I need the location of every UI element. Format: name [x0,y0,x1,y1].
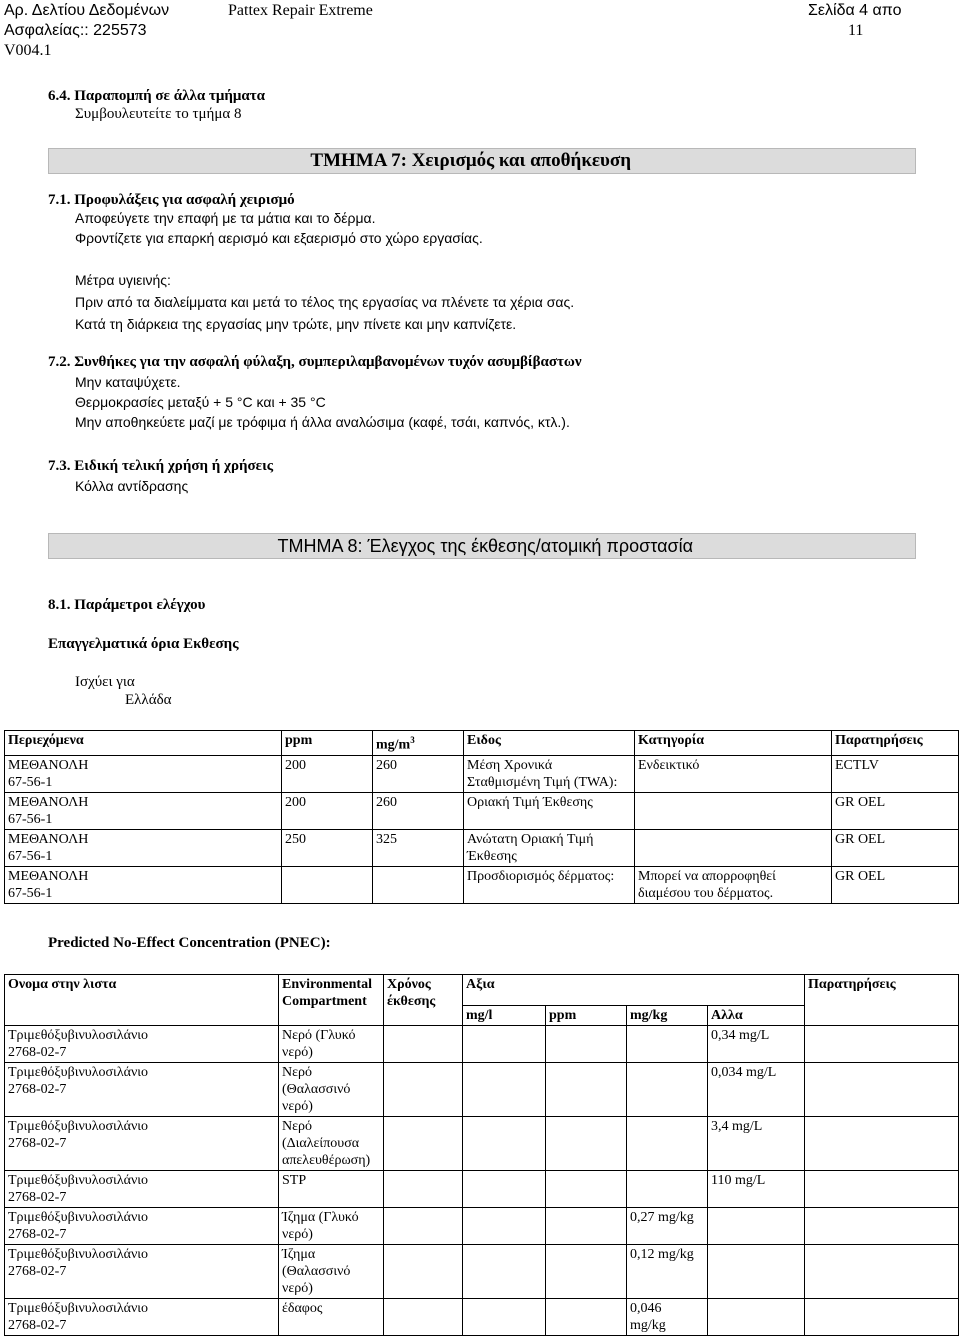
remarks-cell [805,1245,959,1299]
ppm-cell [546,1245,627,1299]
ppm-cell [546,1208,627,1245]
mg-cell: 325 [373,829,464,866]
substance-cell: ΜΕΘΑΝΟΛΗ 67-56-1 [5,866,282,903]
country-label: Ελλάδα [125,692,172,708]
name-cell: Τριμεθόξυβινυλοσιλάνιο 2768-02-7 [5,1245,279,1299]
name-cell: Τριμεθόξυβινυλοσιλάνιο 2768-02-7 [5,1299,279,1336]
s72-line3: Μην αποθηκεύετε μαζί με τρόφιμα ή άλλα αναλώσιμα (καφέ, τσάι, καπνός, κτλ.). [75,414,570,430]
name-cell: Τριμεθόξυβινυλοσιλάνιο 2768-02-7 [5,1208,279,1245]
remarks-cell: GR OEL [832,866,959,903]
mgkg-cell [627,1063,708,1117]
ppm-cell: 250 [282,829,373,866]
mg-cell [373,866,464,903]
mgkg-cell [627,1026,708,1063]
col-header-mgl: mg/l [463,1006,546,1026]
substance-cell: ΜΕΘΑΝΟΛΗ 67-56-1 [5,829,282,866]
other-cell: 110 mg/L [708,1171,805,1208]
substance-cell: ΜΕΘΑΝΟΛΗ 67-56-1 [5,755,282,792]
mgkg-cell: 0,046 mg/kg [627,1299,708,1336]
mgl-cell [463,1117,546,1171]
col-header-mgkg: mg/kg [627,1006,708,1026]
col-header-category: Κατηγορία [635,731,832,756]
hygiene-line1: Πριν από τα διαλείμματα και μετά το τέλος της εργασίας να πλένετε τα χέρια σας. [75,294,575,310]
table-row [5,829,959,866]
time-cell [384,1026,463,1063]
name-cell: Τριμεθόξυβινυλοσιλάνιο 2768-02-7 [5,1117,279,1171]
mgkg-cell: 0,27 mg/kg [627,1208,708,1245]
mgkg-cell [627,1171,708,1208]
remarks-cell [805,1117,959,1171]
s71-line2: Φροντίζετε για επαρκή αερισμό και εξαερισμό στο χώρο εργασίας. [75,230,483,246]
col-header-substance: Περιεχόμενα [5,731,282,756]
category-cell [635,792,832,829]
compartment-cell: STP [279,1171,384,1208]
time-cell [384,1063,463,1117]
s64-text: Συμβουλευτείτε το τμήμα 8 [75,106,242,122]
time-cell [384,1245,463,1299]
time-cell [384,1208,463,1245]
pnec-table [4,974,959,1336]
table-row [5,1208,959,1245]
valid-for-label: Ισχύει για [75,674,135,690]
category-cell: Μπορεί να απορροφηθεί διαμέσου του δέρματος. [635,866,832,903]
col-header-value: Αξια [463,975,805,1006]
mg-cell: 260 [373,792,464,829]
compartment-cell: έδαφος [279,1299,384,1336]
s81-heading: 8.1. Παράμετροι ελέγχου [48,597,206,613]
mgl-cell [463,1063,546,1117]
table-row [5,1063,959,1117]
remarks-cell [805,1299,959,1336]
table-row [5,755,959,792]
name-cell: Τριμεθόξυβινυλοσιλάνιο 2768-02-7 [5,1171,279,1208]
ppm-cell [546,1117,627,1171]
s71-line1: Αποφεύγετε την επαφή με τα μάτια και το δέρμα. [75,210,376,226]
mgl-cell [463,1171,546,1208]
time-cell [384,1117,463,1171]
table-row [5,1299,959,1336]
table-row [5,866,959,903]
ppm-cell [282,866,373,903]
s73-line1: Κόλλα αντίδρασης [75,478,189,494]
col-header-ppm: ppm [546,1006,627,1026]
ppm-cell [546,1026,627,1063]
s73-heading: 7.3. Ειδική τελική χρήση ή χρήσεις [48,458,274,474]
version: V004.1 [4,42,52,59]
page-label: Σελίδα 4 απο [808,2,902,19]
page-total: 11 [848,22,864,39]
table-row [5,1171,959,1208]
ppm-cell: 200 [282,792,373,829]
col-header-other: Αλλα [708,1006,805,1026]
table-row [5,1026,959,1063]
mg-cell: 260 [373,755,464,792]
mgl-cell [463,1026,546,1063]
ppm-cell: 200 [282,755,373,792]
category-cell: Ενδεικτικό [635,755,832,792]
col-header-remarks: Παρατηρήσεις [832,731,959,756]
col-header-type: Ειδος [464,731,635,756]
category-cell [635,829,832,866]
mgkg-cell: 0,12 mg/kg [627,1245,708,1299]
remarks-cell [805,1171,959,1208]
time-cell [384,1299,463,1336]
time-cell [384,1171,463,1208]
ppm-cell [546,1171,627,1208]
type-cell: Μέση Χρονικά Σταθμισμένη Τιμή (TWA): [464,755,635,792]
hygiene-label: Μέτρα υγιεινής: [75,272,171,288]
substance-cell: ΜΕΘΑΝΟΛΗ 67-56-1 [5,792,282,829]
oel-heading: Επαγγελματικά όρια Εκθεσης [48,636,239,652]
compartment-cell: Ίζημα (Θαλασσινό νερό) [279,1245,384,1299]
mgl-cell [463,1208,546,1245]
other-cell [708,1245,805,1299]
other-cell [708,1208,805,1245]
s71-heading: 7.1. Προφυλάξεις για ασφαλή χειρισμό [48,192,295,208]
col-header-mgm3: $mg/m^3$ [373,731,464,756]
s64-heading: 6.4. Παραπομπή σε άλλα τμήματα [48,88,266,104]
compartment-cell: Νερό (Θαλασσινό νερό) [279,1063,384,1117]
remarks-cell [805,1063,959,1117]
type-cell: Προσδιορισμός δέρματος: [464,866,635,903]
remarks-cell: ECTLV [832,755,959,792]
mgl-cell [463,1245,546,1299]
remarks-cell: GR OEL [832,792,959,829]
compartment-cell: Νερό (Γλυκό νερό) [279,1026,384,1063]
mgkg-cell [627,1117,708,1171]
remarks-cell: GR OEL [832,829,959,866]
oel-table [4,730,959,904]
col-header-exposure-time: Χρόνος έκθεσης [384,975,463,1026]
col-header-name: Ονομα στην λιστα [5,975,279,1026]
compartment-cell: Ίζημα (Γλυκό νερό) [279,1208,384,1245]
pnec-heading: Predicted No-Effect Concentration (PNEC): [48,935,331,951]
ppm-cell [546,1063,627,1117]
remarks-cell [805,1026,959,1063]
col-header-remarks: Παρατηρήσεις [805,975,959,1026]
table-row [5,792,959,829]
name-cell: Τριμεθόξυβινυλοσιλάνιο 2768-02-7 [5,1063,279,1117]
product-name: Pattex Repair Extreme [228,2,373,19]
section7-title: ΤΜΗΜΑ 7: Χειρισμός και αποθήκευση [310,150,631,171]
sds-number-label: Αρ. Δελτίου Δεδομένων [4,2,170,19]
other-cell: 0,34 mg/L [708,1026,805,1063]
compartment-cell: Νερό (Διαλείπουσα απελευθέρωση) [279,1117,384,1171]
other-cell: 3,4 mg/L [708,1117,805,1171]
table-row [5,1245,959,1299]
s72-heading: 7.2. Συνθήκες για την ασφαλή φύλαξη, συμπεριλαμβανομένων τυχόν ασυμβίβαστων [48,354,582,370]
s72-line2: Θερμοκρασίες μεταξύ + 5 °C και + 35 °C [75,394,326,410]
table-header-row [5,975,959,1006]
ppm-cell [546,1299,627,1336]
hygiene-line2: Κατά τη διάρκεια της εργασίας μην τρώτε, μην πίνετε και μην καπνίζετε. [75,316,517,332]
table-row [5,1117,959,1171]
mgl-cell [463,1299,546,1336]
col-header-compartment: Environmental Compartment [279,975,384,1026]
other-cell [708,1299,805,1336]
other-cell: 0,034 mg/L [708,1063,805,1117]
s72-line1: Μην καταψύχετε. [75,374,181,390]
section8-bar [48,533,916,559]
table-header-row [5,731,959,756]
type-cell: Οριακή Τιμή Έκθεσης [464,792,635,829]
remarks-cell [805,1208,959,1245]
type-cell: Ανώτατη Οριακή Τιμή Έκθεσης [464,829,635,866]
section7-bar [48,148,916,174]
sds-number-value: Ασφαλείας:: 225573 [4,22,147,39]
section8-title: ΤΜΗΜΑ 8: Έλεγχος της έκθεσης/ατομική προστασία [277,536,693,556]
col-header-ppm: ppm [282,731,373,756]
name-cell: Τριμεθόξυβινυλοσιλάνιο 2768-02-7 [5,1026,279,1063]
